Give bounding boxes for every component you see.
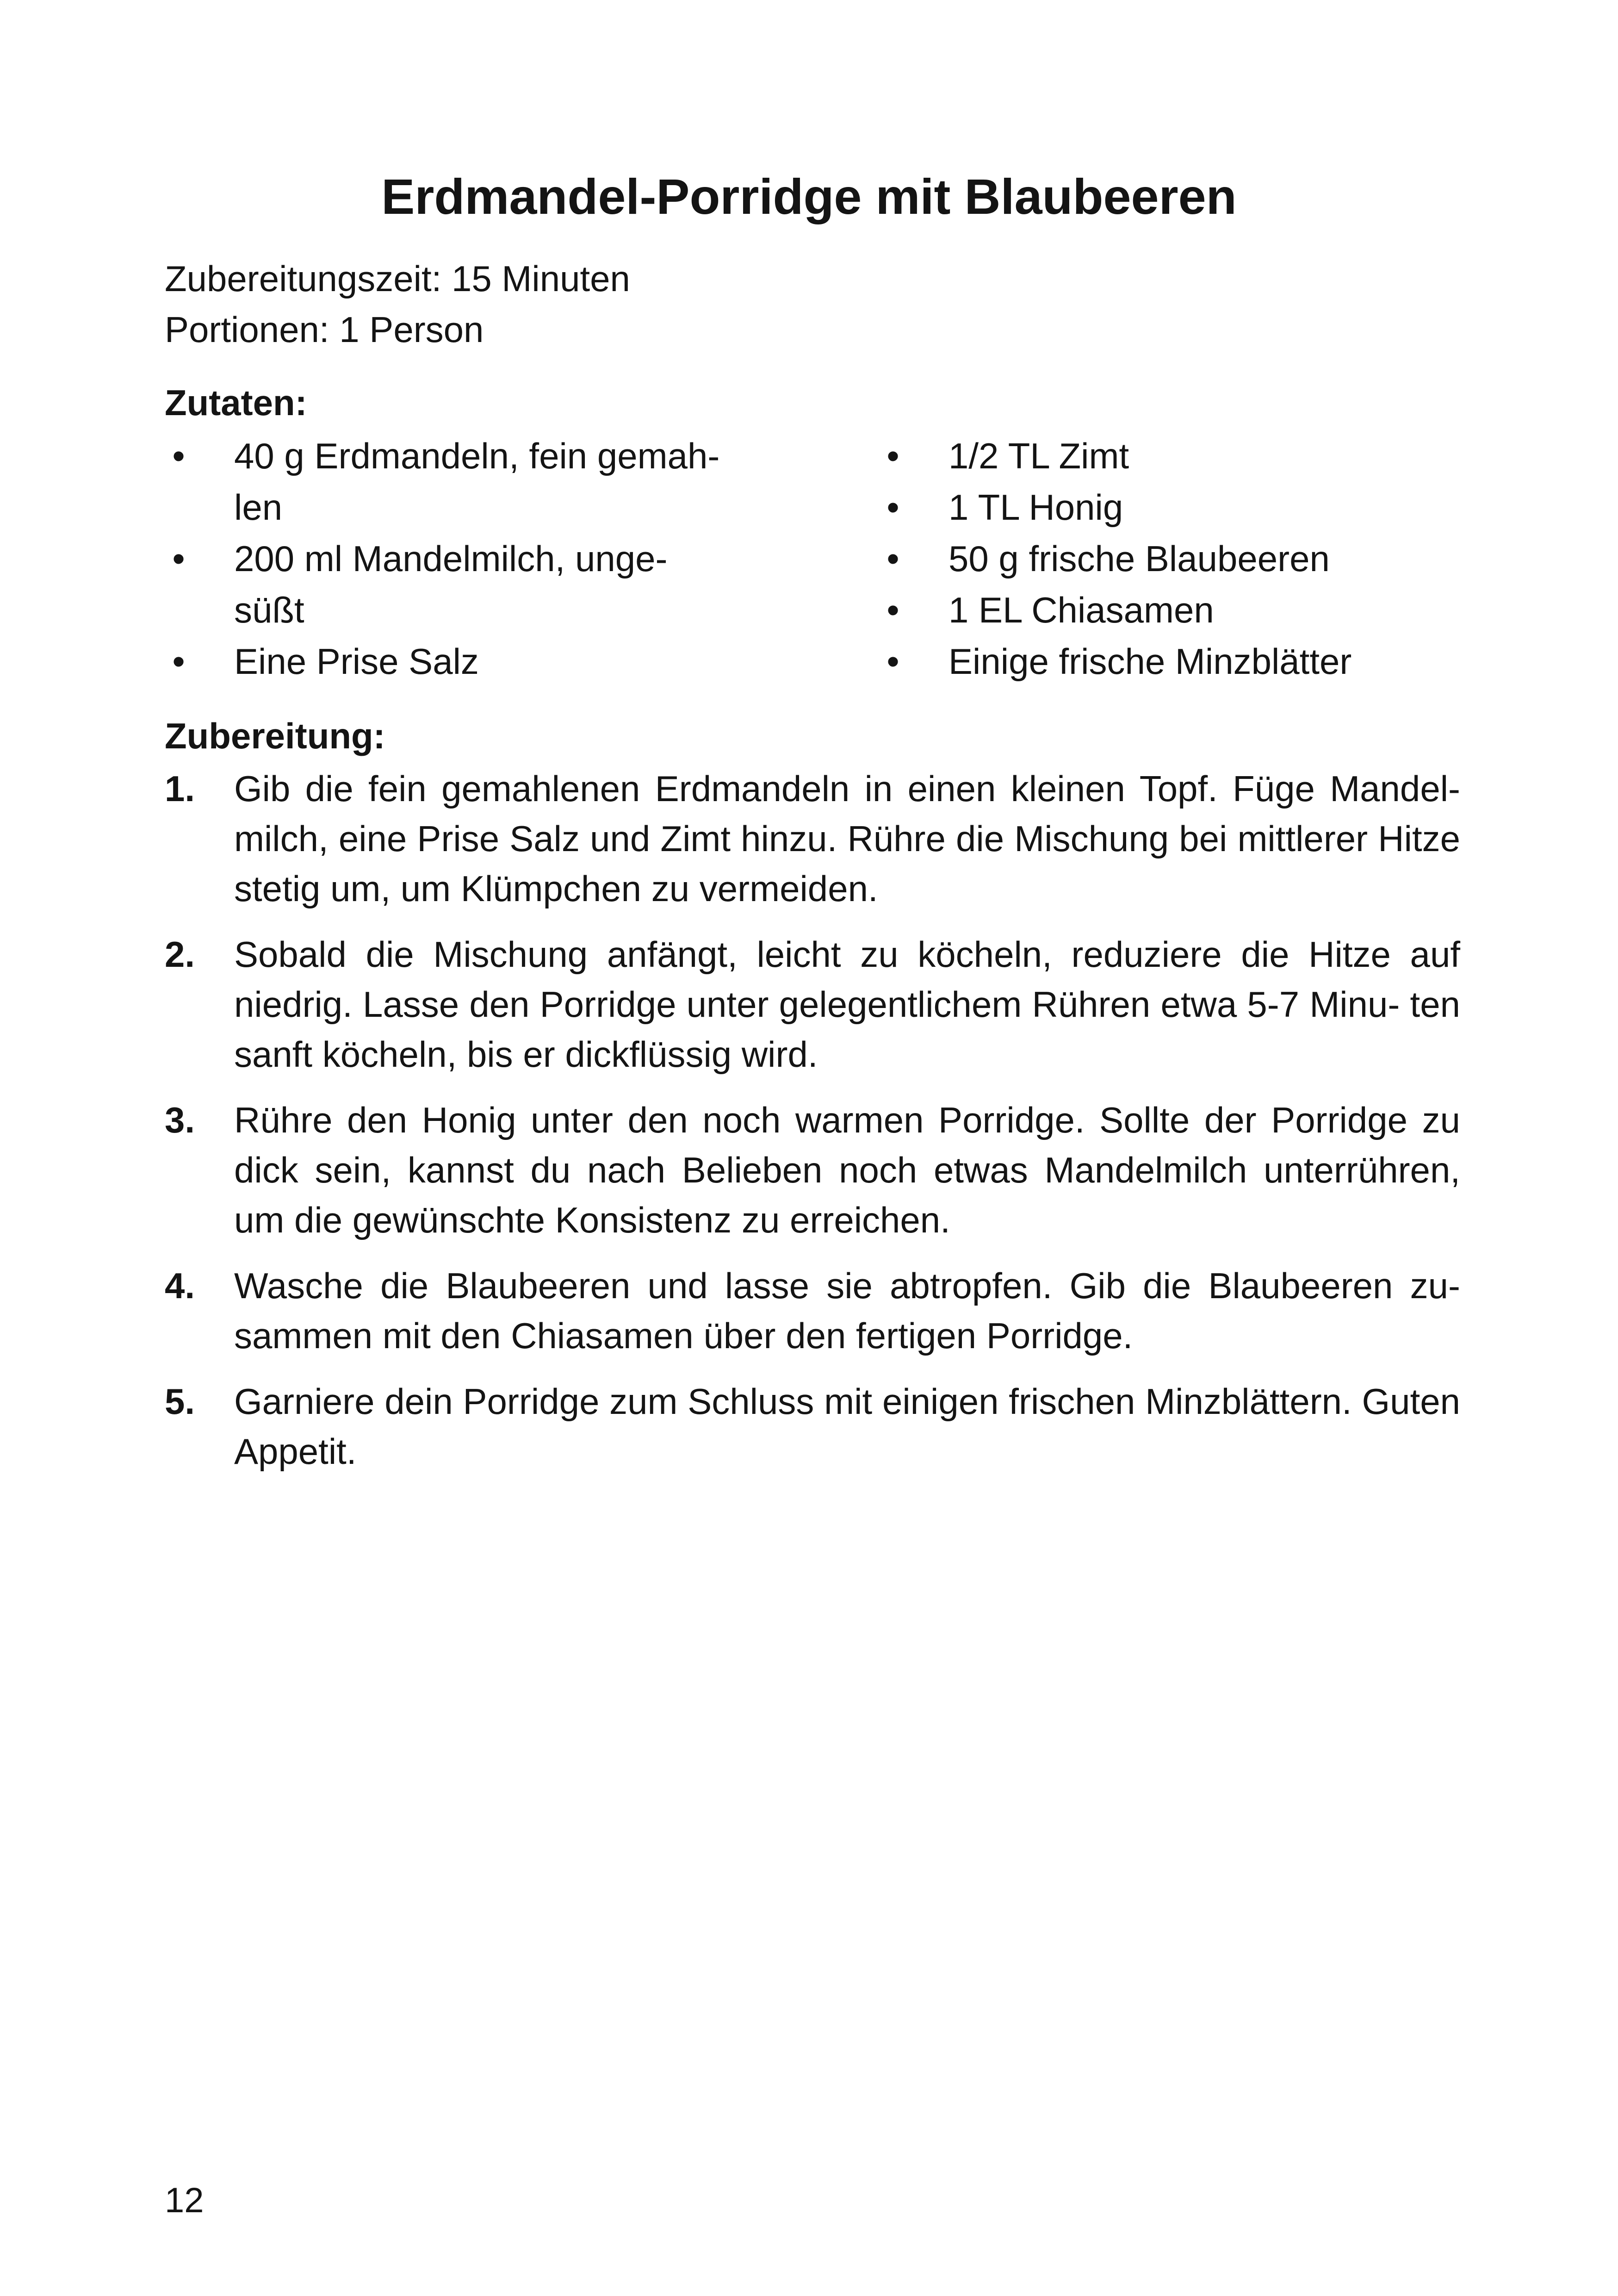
ingredient-item (879, 636, 1481, 687)
step-number: 1. (165, 768, 195, 809)
preparation-time: Zubereitungszeit: 15 Minuten (165, 258, 630, 299)
bullet-icon: • (172, 641, 185, 682)
ingredients-list-right (879, 430, 1481, 687)
ingredient-text: 200 ml Mandelmilch, unge- süßt (234, 538, 668, 630)
ingredient-text: 50 g frische Blaubeeren (948, 538, 1330, 579)
ingredient-item (165, 636, 766, 687)
portions: Portionen: 1 Person (165, 309, 484, 350)
ingredient-text: Einige frische Minzblätter (948, 641, 1352, 682)
ingredient-item (879, 533, 1481, 585)
step-number: 2. (165, 934, 195, 975)
ingredient-text: 1 EL Chiasamen (948, 590, 1214, 630)
bullet-icon: • (172, 436, 185, 476)
step-item (165, 1376, 1460, 1476)
step-text: Gib die fein gemahlenen Erdmandeln in einen kleinen Topf. Füge Mandel- milch, eine Prise Salz und Zimt hinzu. Rühre die Mischung bei mittlerer Hitze stetig um, um Klümpchen zu vermeiden. (234, 768, 1460, 909)
bullet-icon: • (886, 641, 899, 682)
step-text: Garniere dein Porridge zum Schluss mit einigen frischen Minzblättern. Guten Appetit. (234, 1381, 1460, 1472)
ingredient-item (879, 430, 1481, 482)
ingredient-text: Eine Prise Salz (234, 641, 479, 682)
bullet-icon: • (886, 436, 899, 476)
step-number: 3. (165, 1100, 195, 1140)
ingredients-heading: Zutaten: (165, 382, 307, 423)
step-item (165, 1095, 1460, 1245)
ingredient-item (879, 585, 1481, 636)
preparation-heading: Zubereitung: (165, 716, 385, 756)
recipe-title: Erdmandel-Porridge mit Blaubeeren (381, 168, 1237, 224)
ingredient-item (879, 482, 1481, 533)
ingredient-item (165, 430, 766, 533)
step-text: Rühre den Honig unter den noch warmen Porridge. Sollte der Porridge zu dick sein, kannst du nach Belieben noch etwas Mandelmilch unterrühren, um die gewünschte Konsistenz zu erreichen. (234, 1100, 1460, 1240)
ingredient-text: 1/2 TL Zimt (948, 436, 1129, 476)
ingredient-text: 40 g Erdmandeln, fein gemah- len (234, 436, 720, 528)
step-item (165, 764, 1460, 914)
bullet-icon: • (886, 538, 899, 579)
ingredient-text: 1 TL Honig (948, 487, 1123, 528)
ingredients-list-left (165, 430, 766, 687)
step-text: Sobald die Mischung anfängt, leicht zu köcheln, reduziere die Hitze auf niedrig. Lasse den Porridge unter gelegentlichem Rühren etwa 5-7 Minu- ten sanft köcheln, bis er dickflüssig wird. (234, 934, 1460, 1075)
bullet-icon: • (172, 538, 185, 579)
page-number: 12 (165, 2181, 204, 2220)
preparation-steps (165, 764, 1460, 1492)
bullet-icon: • (886, 590, 899, 630)
ingredient-item (165, 533, 766, 636)
step-number: 4. (165, 1265, 195, 1306)
step-text: Wasche die Blaubeeren und lasse sie abtropfen. Gib die Blaubeeren zu- sammen mit den Chiasamen über den fertigen Porridge. (234, 1265, 1460, 1356)
bullet-icon: • (886, 487, 899, 528)
step-item (165, 1261, 1460, 1361)
step-number: 5. (165, 1381, 195, 1422)
step-item (165, 929, 1460, 1079)
